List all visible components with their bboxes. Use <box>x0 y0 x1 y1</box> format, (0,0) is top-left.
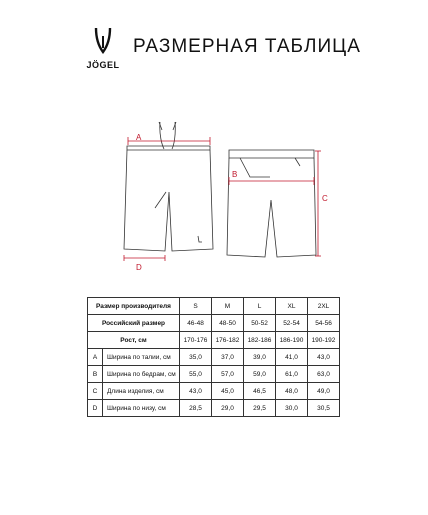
table-row-russian <box>88 315 340 332</box>
row-name: Ширина по низу, см <box>103 400 180 417</box>
value-cell: 43,0 <box>180 383 212 400</box>
row-letter: C <box>88 383 103 400</box>
russian-label: Российский размер <box>88 315 180 332</box>
row-name: Ширина по талии, см <box>103 349 180 366</box>
measure-c-label: C <box>322 194 328 203</box>
value-cell: 29,5 <box>244 400 276 417</box>
brand-logo <box>78 26 128 76</box>
measure-d-label: D <box>136 263 142 272</box>
value-cell: 57,0 <box>212 366 244 383</box>
value-cell: 30,0 <box>276 400 308 417</box>
size-cell: 2XL <box>308 298 340 315</box>
height-cell: 176-182 <box>212 332 244 349</box>
measure-b-label: B <box>232 170 238 179</box>
brand-name: JÖGEL <box>86 60 120 70</box>
russian-cell: 52-54 <box>276 315 308 332</box>
table-row <box>88 366 340 383</box>
value-cell: 37,0 <box>212 349 244 366</box>
value-cell: 39,0 <box>244 349 276 366</box>
row-letter: D <box>88 400 103 417</box>
value-cell: 61,0 <box>276 366 308 383</box>
value-cell: 41,0 <box>276 349 308 366</box>
size-cell: XL <box>276 298 308 315</box>
value-cell: 46,5 <box>244 383 276 400</box>
measure-a-label: A <box>136 133 142 142</box>
measure-b-line <box>229 177 314 185</box>
height-cell: 182-186 <box>244 332 276 349</box>
value-cell: 55,0 <box>180 366 212 383</box>
measure-d-line <box>124 255 165 261</box>
russian-cell: 48-50 <box>212 315 244 332</box>
russian-cell: 46-48 <box>180 315 212 332</box>
table-header-row <box>88 298 340 315</box>
table-row <box>88 383 340 400</box>
size-table <box>87 297 340 417</box>
row-letter: B <box>88 366 103 383</box>
table-row-height <box>88 332 340 349</box>
height-label: Рост, см <box>88 332 180 349</box>
value-cell: 48,0 <box>276 383 308 400</box>
table-row <box>88 349 340 366</box>
row-letter: A <box>88 349 103 366</box>
row-name: Длина изделия, см <box>103 383 180 400</box>
row-name: Ширина по бедрам, см <box>103 366 180 383</box>
value-cell: 59,0 <box>244 366 276 383</box>
shorts-back-drawing <box>227 150 316 257</box>
value-cell: 28,5 <box>180 400 212 417</box>
page-title: РАЗМЕРНАЯ ТАБЛИЦА <box>133 36 361 57</box>
jogel-logo-icon <box>94 26 112 54</box>
size-cell: M <box>212 298 244 315</box>
value-cell: 63,0 <box>308 366 340 383</box>
value-cell: 29,0 <box>212 400 244 417</box>
size-cell: S <box>180 298 212 315</box>
value-cell: 43,0 <box>308 349 340 366</box>
value-cell: 45,0 <box>212 383 244 400</box>
value-cell: 35,0 <box>180 349 212 366</box>
height-cell: 186-190 <box>276 332 308 349</box>
height-cell: 170-176 <box>180 332 212 349</box>
height-cell: 190-192 <box>308 332 340 349</box>
header-label: Размер производителя <box>88 298 180 315</box>
russian-cell: 54-56 <box>308 315 340 332</box>
russian-cell: 50-52 <box>244 315 276 332</box>
size-cell: L <box>244 298 276 315</box>
value-cell: 30,5 <box>308 400 340 417</box>
table-row <box>88 400 340 417</box>
shorts-diagram <box>0 100 428 280</box>
value-cell: 49,0 <box>308 383 340 400</box>
